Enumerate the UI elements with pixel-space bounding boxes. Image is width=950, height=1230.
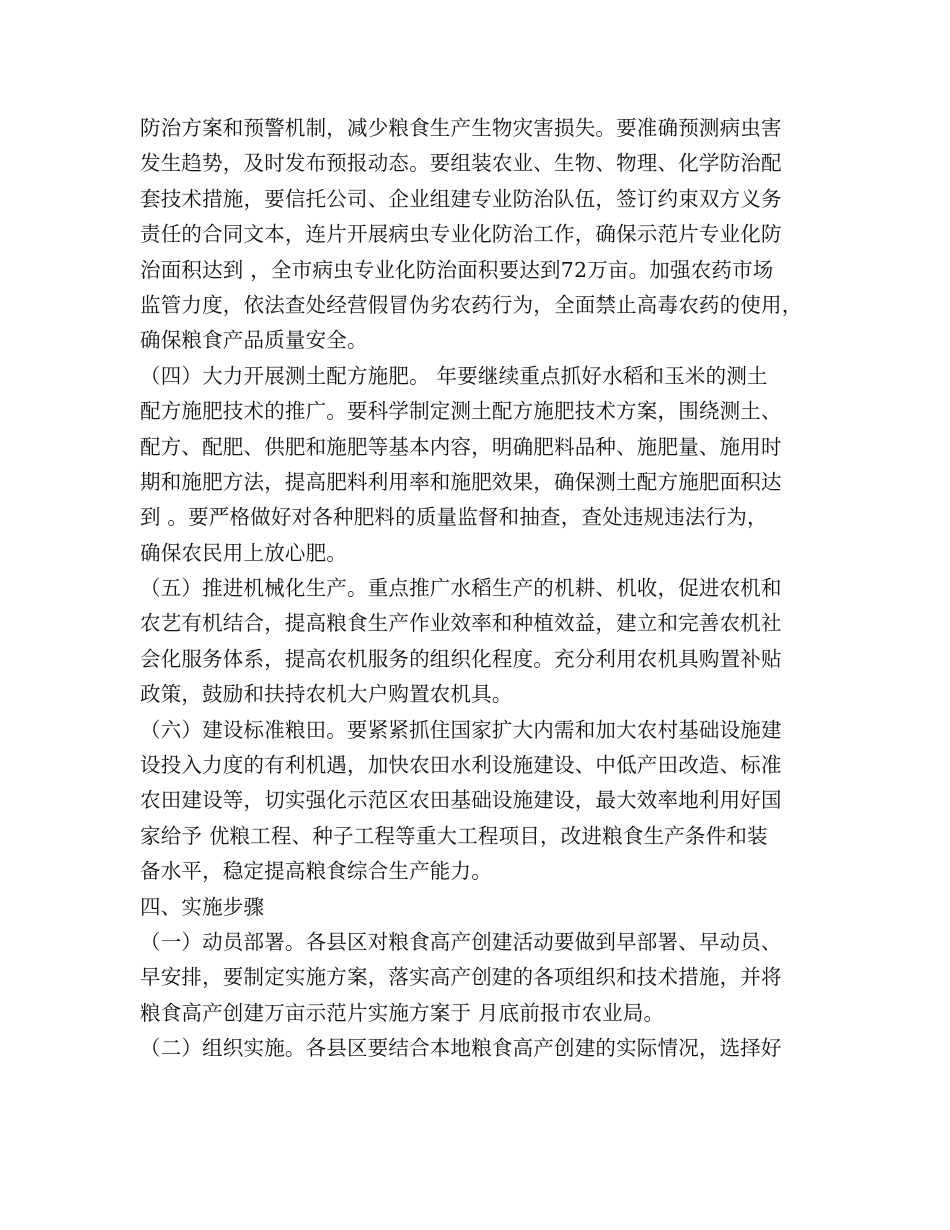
text-line: （六）建设标准粮田。要紧紧抓住国家扩大内需和加大农村基础设施建 xyxy=(140,717,782,742)
text-line: 会化服务体系，提高农机服务的组织化程度。充分利用农机具购置补贴 xyxy=(140,646,782,671)
text-line: 套技术措施，要信托公司、企业组建专业防治队伍，签订约束双方义务 xyxy=(140,186,782,211)
text-line: 期和施肥方法，提高肥料利用率和施肥效果，确保测土配方施肥面积达 xyxy=(140,469,782,494)
body-text xyxy=(140,111,840,1067)
text-line: 政策，鼓励和扶持农机大户购置农机具。 xyxy=(140,682,513,707)
text-line: 备水平，稳定提高粮食综合生产能力。 xyxy=(140,859,492,884)
text-line: 到 。要严格做好对各种肥料的质量监督和抽查，查处违规违法行为， xyxy=(140,505,768,530)
text-line: 确保粮食产品质量安全。 xyxy=(140,328,368,353)
text-line: 农田建设等，切实强化示范区农田基础设施建设，最大效率地利用好国 xyxy=(140,788,782,813)
text-line: 配方、配肥、供肥和施肥等基本内容，明确肥料品种、施肥量、施用时 xyxy=(140,434,782,459)
text-line: 粮食高产创建万亩示范片实施方案于 月底前报市农业局。 xyxy=(140,1000,665,1025)
text-line: 治面积达到 ，全市病虫专业化防治面积要达到72万亩。加强农药市场 xyxy=(140,257,774,282)
text-line: 责任的合同文本，连片开展病虫专业化防治工作，确保示范片专业化防 xyxy=(140,222,782,247)
text-line: （二）组织实施。各县区要结合本地粮食高产创建的实际情况，选择好 xyxy=(140,1036,782,1061)
text-line: 监管力度，依法查处经营假冒伪劣农药行为，全面禁止高毒农药的使用， xyxy=(140,292,803,317)
text-line: （五）推进机械化生产。重点推广水稻生产的机耕、机收，促进农机和 xyxy=(140,576,782,601)
text-line: 四、实施步骤 xyxy=(140,894,265,919)
text-line: 农艺有机结合，提高粮食生产作业效率和种植效益，建立和完善农机社 xyxy=(140,611,782,636)
text-line: 设投入力度的有利机遇，加快农田水利设施建设、中低产田改造、标准 xyxy=(140,753,782,778)
text-line: 配方施肥技术的推广。要科学制定测土配方施肥技术方案，围绕测土、 xyxy=(140,399,782,424)
text-line: 确保农民用上放心肥。 xyxy=(140,540,347,565)
text-line: 防治方案和预警机制，减少粮食生产生物灾害损失。要准确预测病虫害 xyxy=(140,116,782,140)
text-line: 早安排，要制定实施方案，落实高产创建的各项组织和技术措施，并将 xyxy=(140,965,782,990)
text-line: 家给予 优粮工程、种子工程等重大工程项目，改进粮食生产条件和装 xyxy=(140,823,768,848)
text-line: 发生趋势，及时发布预报动态。要组装农业、生物、物理、化学防治配 xyxy=(140,151,782,176)
text-line: （一）动员部署。各县区对粮食高产创建活动要做到早部署、早动员、 xyxy=(140,929,782,954)
text-line: （四）大力开展测土配方施肥。 年要继续重点抓好水稻和玉米的测土 xyxy=(140,363,768,388)
